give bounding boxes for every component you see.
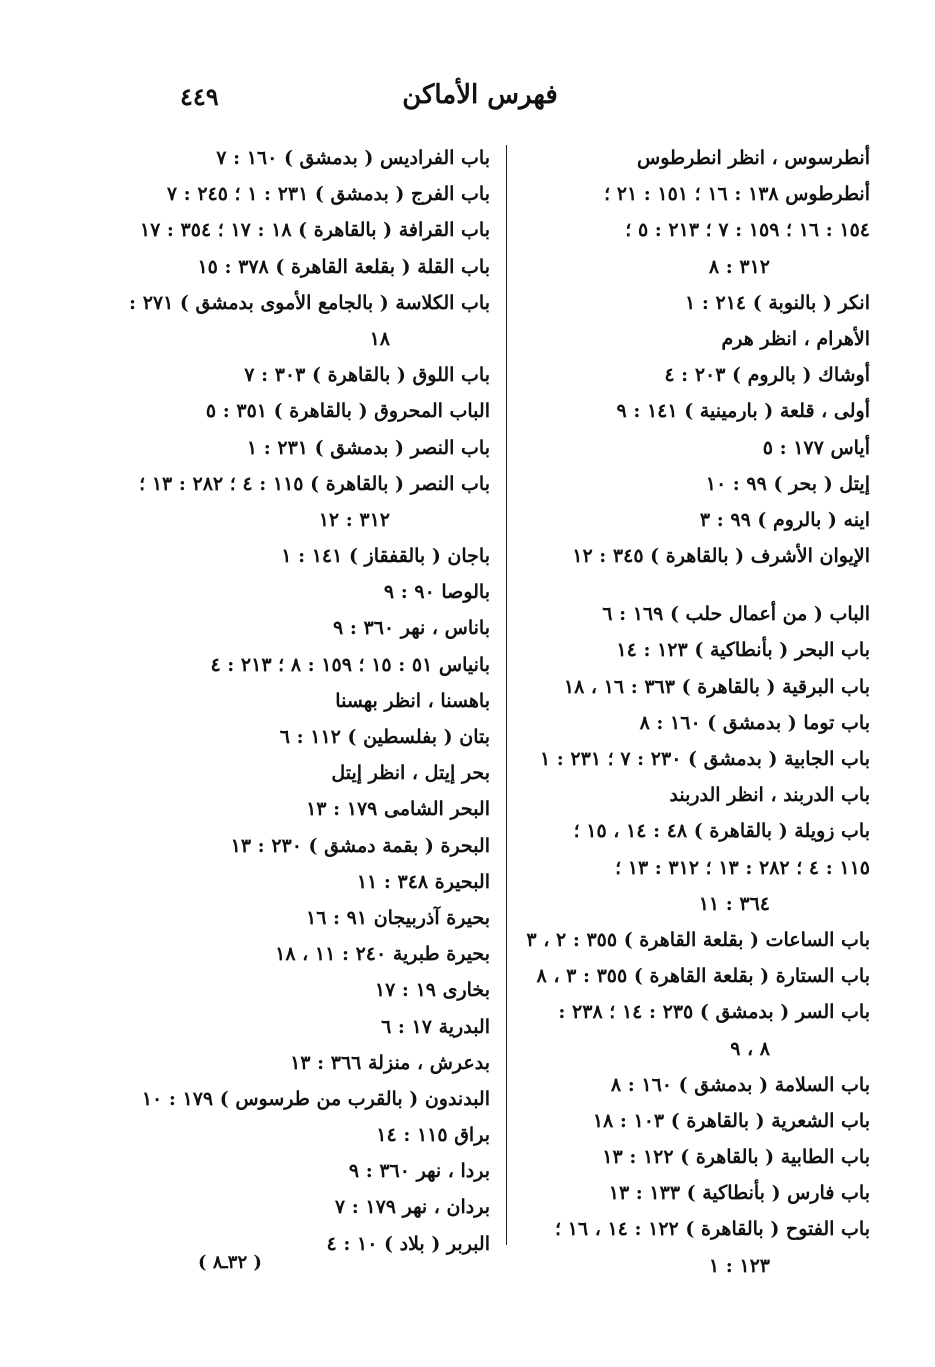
index-entry: بحيرة طبرية ٢٤٠ : ١١ ، ١٨	[275, 943, 490, 966]
index-entry: باجان ( بالقفقاز ) ١٤١ : ١	[281, 545, 490, 568]
index-entry: البدرية ١٧ : ٦	[381, 1015, 490, 1038]
index-entry: الباب المحروق ( بالقاهرة ) ٣٥١ : ٥	[205, 400, 490, 423]
index-entry: البحرة ( بقمة دمشق ) ٢٣٠ : ١٣	[230, 834, 490, 857]
index-entry: باب البرقية ( بالقاهرة ) ٣٦٣ : ١٦ ، ١٨	[563, 675, 870, 698]
index-entry: البحر الشامى ١٧٩ : ١٣	[306, 798, 490, 821]
index-entry: باب الفرج ( بدمشق ) ٢٣١ : ١ ؛ ٢٤٥ : ٧	[166, 183, 490, 206]
page-title: فهرس الأماكن	[402, 80, 558, 110]
index-entry: بانياس ٥١ : ١٥ ؛ ١٥٩ : ٨ ؛ ٢١٣ : ٤	[210, 653, 490, 676]
index-entry: انكر ( بالنوبة ) ٢١٤ : ١	[685, 291, 870, 314]
page-number: ٤٤٩	[180, 82, 219, 111]
index-entry: باب الشعرية ( بالقاهرة ) ١٠٣ : ١٨	[592, 1109, 870, 1132]
index-entry: بردا ، نهر ٣٦٠ : ٩	[348, 1160, 490, 1183]
index-entry: أنطرسوس ، انظر انطرطوس	[637, 147, 870, 169]
index-entry: ١٥٤ : ١٦ ؛ ١٥٩ : ٧ ؛ ٢١٣ : ٥ ؛	[625, 219, 870, 242]
index-entry: باب النصر ( بالقاهرة ) ١١٥ : ٤ ؛ ٢٨٢ : ١٣ ؛	[139, 472, 490, 495]
index-entry: الإيوان الأشرف ( بالقاهرة ) ٣٤٥ : ١٢	[572, 545, 870, 568]
index-entry: الباب ( من أعمال حلب ) ١٦٩ : ٦	[602, 603, 870, 626]
index-entry: اينه ( بالروم ) ٩٩ : ٣	[699, 508, 870, 531]
index-entry: باب الطابية ( بالقاهرة ) ١٢٢ : ١٣	[602, 1146, 870, 1169]
column-divider	[506, 145, 507, 1245]
index-entry-continuation: ٣٦٤ : ١١	[698, 892, 770, 915]
index-entry-continuation: ٨ ، ٩	[730, 1037, 770, 1060]
index-entry: الأهرام ، انظر هرم	[721, 327, 870, 350]
index-column-left	[129, 140, 490, 1262]
index-entry: بخارى ١٩ : ١٧	[374, 979, 490, 1002]
index-entry: البدندون ( بالقرب من طرسوس ) ١٧٩ : ١٠	[141, 1087, 490, 1110]
index-entry: باب الدربند ، انظر الدربند	[669, 784, 870, 807]
index-entry: باب الفتوح ( بالقاهرة ) ١٢٢ : ١٤ ، ١٦ ؛	[555, 1218, 870, 1241]
index-entry: باب السر ( بدمشق ) ٢٣٥ : ١٤ ؛ ٢٣٨ :	[558, 1001, 870, 1024]
index-entry: باب القلة ( بقلعة القاهرة ) ٣٧٨ : ١٥	[197, 255, 490, 278]
index-entry-continuation: ١٢٣ : ١	[708, 1254, 770, 1277]
index-entry: باب القرافة ( بالقاهرة ) ١٨ : ١٧ ؛ ٣٥٤ : ١٧	[139, 219, 490, 242]
index-entry-continuation: ٣١٢ : ١٢	[318, 508, 390, 531]
index-entry: باهسنا ، انظر بهسنا	[335, 689, 490, 712]
index-entry: باب اللوق ( بالقاهرة ) ٣٠٣ : ٧	[244, 364, 490, 387]
index-entry: بالوصا ٩٠ : ٩	[383, 581, 490, 604]
index-entry: البربر ( بلاد ) ١٠ : ٤	[326, 1232, 490, 1255]
index-entry: أولى ، قلعة ( بارمينية ) ١٤١ : ٩	[616, 400, 870, 423]
index-entry: براق ١١٥ : ١٤	[376, 1124, 490, 1147]
index-entry: أوشاك ( بالروم ) ٢٠٣ : ٤	[664, 364, 870, 387]
index-entry: بحيرة آذربيجان ٩١ : ١٦	[306, 906, 490, 929]
index-entry: بتان ( بفلسطين ) ١١٢ : ٦	[279, 726, 490, 748]
index-entry: أياس ١٧٧ : ٥	[762, 436, 870, 459]
index-entry-continuation: ١٨	[369, 327, 390, 350]
index-entry: باب الستارة ( بقلعة القاهرة ) ٣٥٥ : ٣ ، ٨	[536, 965, 870, 988]
index-entry: بردان ، نهر ١٧٩ : ٧	[334, 1196, 490, 1219]
index-column-right	[520, 140, 870, 1284]
index-entry: باب الكلاسة ( بالجامع الأموى بدمشق ) ٢٧١ :	[129, 291, 490, 314]
index-entry: باب فارس ( بأنطاكية ) ١٣٣ : ١٣	[608, 1182, 870, 1205]
signature-mark: ( ٣٢ـ٨ )	[198, 1252, 262, 1273]
index-entry: البحيرة ٣٤٨ : ١١	[356, 870, 490, 893]
index-entry: باب النصر ( بدمشق ) ٢٣١ : ١	[246, 436, 490, 459]
index-entry: أنطرطوس ١٣٨ : ١٦ ؛ ١٥١ : ٢١ ؛	[604, 183, 870, 206]
index-entry: باب توما ( بدمشق ) ١٦٠ : ٨	[639, 711, 870, 734]
index-entry: باناس ، نهر ٣٦٠ : ٩	[333, 617, 490, 640]
index-entry: بدعرش ، منزلة ٣٦٦ : ١٣	[290, 1051, 490, 1074]
index-entry: باب الفراديس ( بدمشق ) ١٦٠ : ٧	[216, 147, 490, 169]
index-entry: باب الساعات ( بقلعة القاهرة ) ٣٥٥ : ٢ ، ٣	[526, 928, 870, 951]
index-entry: إيتل ( بحر ) ٩٩ : ١٠	[705, 472, 870, 495]
index-entry: باب البحر ( بأنطاكية ) ١٢٣ : ١٤	[616, 639, 870, 662]
index-entry: باب زويلة ( بالقاهرة ) ٤٨ : ١٤ ، ١٥ ؛	[573, 820, 870, 843]
index-entry: باب الجابية ( بدمشق ) ٢٣٠ : ٧ ؛ ٢٣١ : ١	[539, 748, 870, 770]
index-entry: باب السلامة ( بدمشق ) ١٦٠ : ٨	[610, 1073, 870, 1096]
index-entry: بحر إيتل ، انظر إيتل	[331, 762, 490, 785]
index-entry: ١١٥ : ٤ ؛ ٢٨٢ : ١٣ ؛ ٣١٢ : ١٣ ؛	[615, 856, 870, 879]
index-entry-continuation: ٣١٢ : ٨	[708, 255, 770, 278]
section-gap	[520, 574, 870, 596]
